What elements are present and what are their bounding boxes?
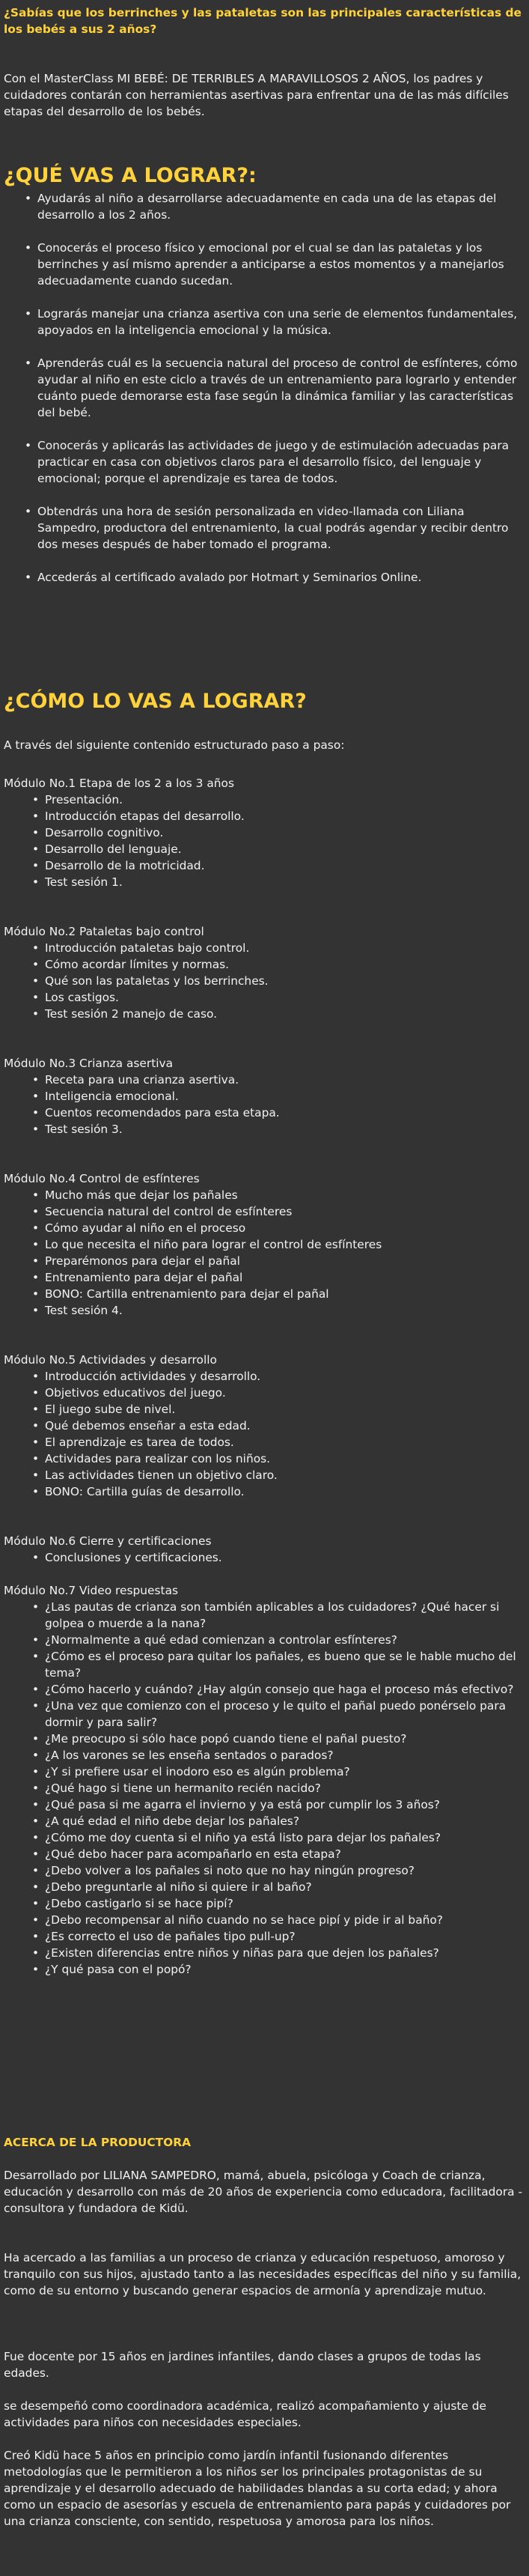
module-item: • ¿Las pautas de crianza son también aplicables a los cuidadores? ¿Qué hacer si golpea o muerde a la nana? — [45, 1599, 516, 1632]
how-title: ¿CÓMO LO VAS A LOGRAR? — [4, 690, 307, 713]
module-item: • Conclusiones y certificaciones. — [45, 1549, 516, 1566]
module-item: • Introducción actividades y desarrollo. — [45, 1368, 516, 1385]
module-6 — [4, 1533, 525, 1566]
module-items — [45, 1368, 516, 1500]
module-items — [45, 792, 516, 890]
module-1 — [4, 775, 525, 890]
module-item: • Mucho más que dejar los pañales — [45, 1187, 516, 1203]
module-5 — [4, 1352, 525, 1500]
module-item: • Introducción etapas del desarrollo. — [45, 808, 516, 824]
module-item: • Qué debemos enseñar a esta edad. — [45, 1418, 516, 1434]
module-item: • Test sesión 3. — [45, 1121, 516, 1137]
about-paragraph: Fue docente por 15 años en jardines infantiles, dando clases a grupos de todas las edades. — [4, 2350, 481, 2380]
module-items — [45, 1549, 516, 1566]
module-item: • Cómo acordar límites y normas. — [45, 956, 516, 973]
about-title: ACERCA DE LA PRODUCTORA — [4, 2136, 191, 2149]
module-item: • Inteligencia emocional. — [45, 1088, 516, 1105]
module-item: • ¿A qué edad el niño debe dejar los pañales? — [45, 1813, 516, 1829]
module-item: • ¿Y qué pasa con el popó? — [45, 1961, 516, 1978]
module-items — [45, 1072, 516, 1137]
module-item: • ¿Qué hago si tiene un hermanito recién nacido? — [45, 1780, 516, 1796]
module-item: • ¿Es correcto el uso de pañales tipo pull-up? — [45, 1928, 516, 1945]
module-4 — [4, 1170, 525, 1319]
module-title: Módulo No.6 Cierre y certificaciones — [4, 1534, 212, 1548]
goal-item: • Conocerás y aplicarás las actividades de juego y de estimulación adecuadas para practicar en casa con objetivos claros para el desarrollo físico, del lenguaje y emocional; porque el aprendizaje es tarea de todos. — [37, 437, 525, 487]
module-item: • El juego sube de nivel. — [45, 1401, 516, 1418]
module-item: • ¿Existen diferencias entre niños y niñas para que dejen los pañales? — [45, 1945, 516, 1961]
module-item: • Preparémonos para dejar el pañal — [45, 1253, 516, 1269]
module-title: Módulo No.2 Pataletas bajo control — [4, 925, 204, 938]
module-item: • Test sesión 2 manejo de caso. — [45, 1006, 516, 1022]
module-item: • Qué son las pataletas y los berrinches. — [45, 973, 516, 989]
module-item: • Desarrollo de la motricidad. — [45, 857, 516, 874]
module-item: • Cuentos recomendados para esta etapa. — [45, 1105, 516, 1121]
about-paragraph: se desempeñó como coordinadora académica, realizó acompañamiento y ajuste de actividades para niños con necesidades especiales. — [4, 2399, 486, 2429]
intro-question: ¿Sabías que los berrinches y las pataletas son las principales características de los bebés a sus 2 años? — [4, 6, 522, 36]
module-item: • ¿Y si prefiere usar el inodoro eso es algún problema? — [45, 1764, 516, 1780]
module-item: • ¿A los varones se les enseña sentados o parados? — [45, 1747, 516, 1764]
module-title: Módulo No.1 Etapa de los 2 a los 3 años — [4, 777, 234, 790]
about-paragraph: Desarrollado por LILIANA SAMPEDRO, mamá, abuela, psicóloga y Coach de crianza, educación y desarrollo con más de 20 años de experiencia como educadora, facilitadora - consultora y fundadora de Kidü. — [4, 2169, 523, 2215]
about-paragraph: Creó Kidü hace 5 años en principio como jardín infantil fusionando diferentes metodologías que le permitieron a los niños ser los principales protagonistas de su aprendizaje y el desarrollo adecuado de habilidades blandas a su corta edad; y ahora como un espacio de asesorías y escuela de entrenamiento para papás y cuidadores por una crianza consciente, con sentido, respetuosa y amorosa para los niños. — [4, 2449, 511, 2528]
intro-text: Con el MasterClass MI BEBÉ: DE TERRIBLES A MARAVILLOSOS 2 AÑOS, los padres y cuidadores contarán con herramientas asertivas para enfrentar una de las más difíciles etapas del desarrollo de los bebés. — [4, 72, 509, 118]
module-item: • ¿Me preocupo si sólo hace popó cuando tiene el pañal puesto? — [45, 1731, 516, 1747]
module-item: • Test sesión 4. — [45, 1302, 516, 1319]
module-item: • Desarrollo cognitivo. — [45, 824, 516, 841]
goal-item: • Lograrás manejar una crianza asertiva con una serie de elementos fundamentales, apoyados en la inteligencia emocional y la música. — [37, 306, 525, 338]
module-item: • ¿Una vez que comienzo con el proceso y le quito el pañal puedo ponérselo para dormir y para salir? — [45, 1698, 516, 1731]
module-item: • Los castigos. — [45, 989, 516, 1006]
module-item: • ¿Qué pasa si me agarra el invierno y ya está por cumplir los 3 años? — [45, 1796, 516, 1813]
module-3 — [4, 1055, 525, 1137]
module-title: Módulo No.3 Crianza asertiva — [4, 1057, 174, 1070]
module-title: Módulo No.5 Actividades y desarrollo — [4, 1353, 217, 1367]
module-item: • ¿Qué debo hacer para acompañarlo en esta etapa? — [45, 1846, 516, 1862]
module-items — [45, 940, 516, 1022]
module-item: • ¿Cómo es el proceso para quitar los pañales, es bueno que se le hable mucho del tema? — [45, 1648, 516, 1681]
goals-title: ¿QUÉ VAS A LOGRAR?: — [4, 164, 257, 187]
module-title: Módulo No.4 Control de esfínteres — [4, 1172, 200, 1185]
module-item: • BONO: Cartilla entrenamiento para dejar el pañal — [45, 1286, 516, 1302]
module-item: • Actividades para realizar con los niños. — [45, 1450, 516, 1467]
module-item: • Presentación. — [45, 792, 516, 808]
module-item: • Las actividades tienen un objetivo claro. — [45, 1467, 516, 1483]
module-item: • Desarrollo del lenguaje. — [45, 841, 516, 857]
module-item: • El aprendizaje es tarea de todos. — [45, 1434, 516, 1450]
goal-item: • Accederás al certificado avalado por Hotmart y Seminarios Online. — [37, 569, 525, 586]
goal-item: • Ayudarás al niño a desarrollarse adecuadamente en cada una de las etapas del desarrollo a los 2 años. — [37, 190, 525, 223]
module-item: • Entrenamiento para dejar el pañal — [45, 1269, 516, 1286]
module-item: • ¿Cómo hacerlo y cuándo? ¿Hay algún consejo que haga el proceso más efectivo? — [45, 1681, 516, 1698]
module-item: • ¿Normalmente a qué edad comienzan a controlar esfínteres? — [45, 1632, 516, 1648]
about-paragraph: Ha acercado a las familias a un proceso de crianza y educación respetuoso, amoroso y tranquilo con sus hijos, ajustado tanto a las necesidades específicas del niño y su familia, como de su entorno y buscando generar espacios de armonía y aprendizaje mutuo. — [4, 2251, 522, 2297]
goals-list — [37, 190, 525, 602]
goal-item: • Obtendrás una hora de sesión personalizada en video-llamada con Liliana Sampedro, productora del entrenamiento, la cual podrás agendar y recibir dentro dos meses después de haber tomado el programa. — [37, 503, 525, 553]
module-item: • Cómo ayudar al niño en el proceso — [45, 1220, 516, 1236]
module-2 — [4, 923, 525, 1022]
module-item: • ¿Debo volver a los pañales si noto que no hay ningún progreso? — [45, 1862, 516, 1879]
module-item: • Receta para una crianza asertiva. — [45, 1072, 516, 1088]
how-intro: A través del siguiente contenido estructurado paso a paso: — [4, 738, 345, 752]
module-title: Módulo No.7 Video respuestas — [4, 1584, 179, 1597]
module-item: • Objetivos educativos del juego. — [45, 1385, 516, 1401]
module-item: • Secuencia natural del control de esfínteres — [45, 1203, 516, 1220]
module-item: • Lo que necesita el niño para lograr el control de esfínteres — [45, 1236, 516, 1253]
module-items — [45, 1187, 516, 1319]
module-item: • BONO: Cartilla guías de desarrollo. — [45, 1483, 516, 1500]
goal-item: • Aprenderás cuál es la secuencia natural del proceso de control de esfínteres, cómo ayudar al niño en este ciclo a través de un entrenamiento para lograrlo y entender cuánto puede demorarse esta fase según la dinámica familiar y las características del bebé. — [37, 355, 525, 421]
module-item: • Test sesión 1. — [45, 874, 516, 890]
goal-item: • Conocerás el proceso físico y emocional por el cual se dan las pataletas y los berrinches y así mismo aprender a anticiparse a estos momentos y a manejarlos adecuadamente cuando sucedan. — [37, 240, 525, 289]
module-items — [45, 1599, 516, 1978]
module-item: • ¿Debo recompensar al niño cuando no se hace pipí y pide ir al baño? — [45, 1912, 516, 1928]
module-7 — [4, 1582, 525, 1978]
module-item: • Introducción pataletas bajo control. — [45, 940, 516, 956]
module-item: • ¿Debo preguntarle al niño si quiere ir al baño? — [45, 1879, 516, 1895]
module-item: • ¿Debo castigarlo si se hace pipí? — [45, 1895, 516, 1912]
module-item: • ¿Cómo me doy cuenta si el niño ya está listo para dejar los pañales? — [45, 1829, 516, 1846]
